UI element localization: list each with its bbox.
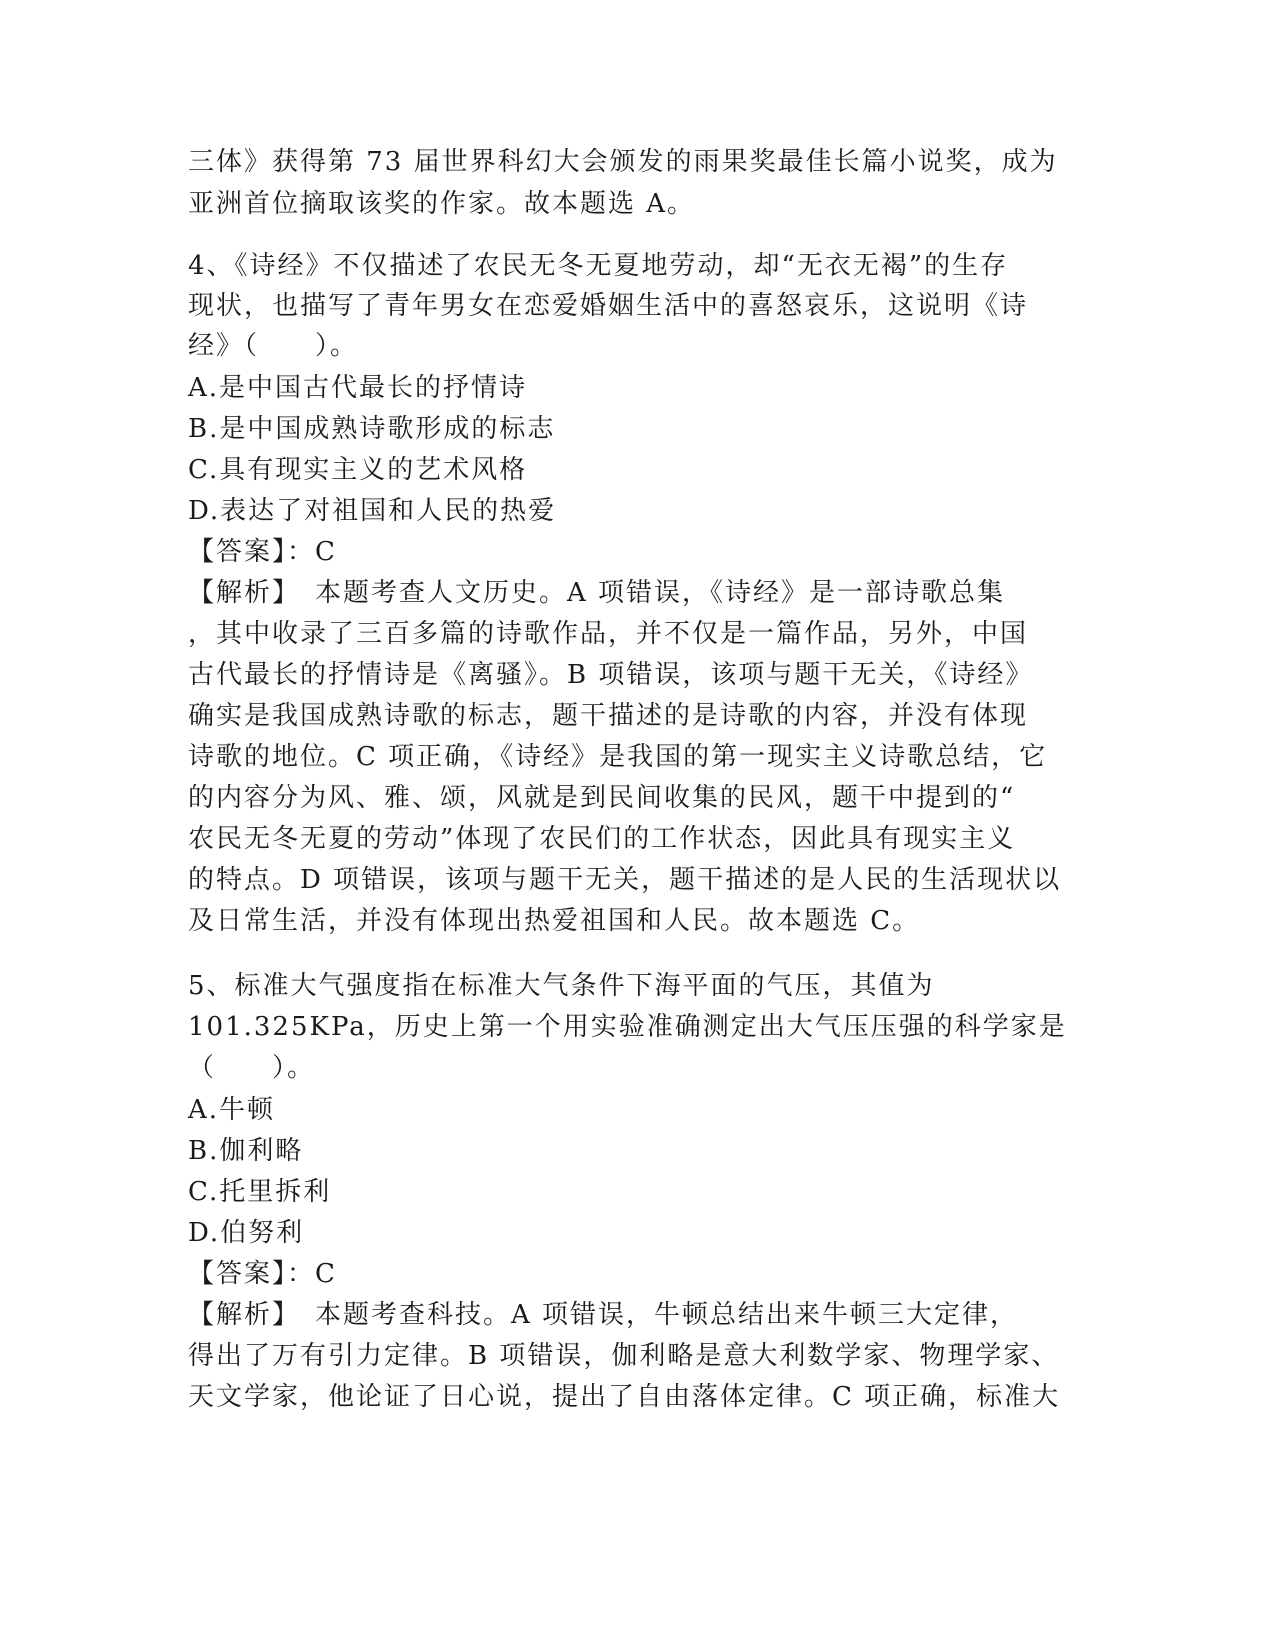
q4-explanation-line: 的特点。D 项错误，该项与题干无关，题干描述的是人民的生活现状以: [188, 865, 1062, 895]
q5-explanation-line: 【解析】 本题考查科技。A 项错误，牛顿总结出来牛顿三大定律，: [188, 1300, 1019, 1330]
q5-option-d: D.伯努利: [188, 1218, 305, 1248]
prev-explanation-line: 亚洲首位摘取该奖的作家。故本题选 A。: [188, 189, 696, 219]
q4-explanation-line: 诗歌的地位。C 项正确，《诗经》是我国的第一现实主义诗歌总结，它: [188, 742, 1048, 772]
q4-option-c: C.具有现实主义的艺术风格: [188, 455, 528, 485]
q4-option-b: B.是中国成熟诗歌形成的标志: [188, 414, 556, 444]
q4-stem-line: 4、《诗经》不仅描述了农民无冬无夏地劳动，却“无衣无褐”的生存: [188, 251, 1009, 281]
q4-explanation-line: 【解析】 本题考查人文历史。A 项错误，《诗经》是一部诗歌总集: [188, 578, 1006, 608]
q5-stem-line: 5、标准大气强度指在标准大气条件下海平面的气压，其值为: [188, 971, 935, 1001]
q4-option-d: D.表达了对祖国和人民的热爱: [188, 496, 557, 526]
q4-option-a: A.是中国古代最长的抒情诗: [188, 373, 528, 403]
q4-explanation-line: 及日常生活，并没有体现出热爱祖国和人民。故本题选 C。: [188, 906, 921, 936]
q4-explanation-line: 农民无冬无夏的劳动”体现了农民们的工作状态，因此具有现实主义: [188, 824, 1016, 854]
q5-explanation-line: 天文学家，他论证了日心说，提出了自由落体定律。C 项正确，标准大: [188, 1382, 1061, 1412]
prev-explanation-line: 三体》获得第 73 届世界科幻大会颁发的雨果奖最佳长篇小说奖，成为: [188, 147, 1058, 177]
q4-stem-line: 现状，也描写了青年男女在恋爱婚姻生活中的喜怒哀乐，这说明《诗: [188, 291, 1029, 321]
q4-explanation-line: 确实是我国成熟诗歌的标志，题干描述的是诗歌的内容，并没有体现: [188, 701, 1029, 731]
q5-option-c: C.托里拆利: [188, 1177, 332, 1207]
q4-stem-line: 经》（ ）。: [188, 331, 359, 361]
q5-explanation-line: 得出了万有引力定律。B 项错误，伽利略是意大利数学家、物理学家、: [188, 1341, 1060, 1371]
q4-explanation-line: 的内容分为风、雅、颂，风就是到民间收集的民风，题干中提到的“: [188, 783, 1016, 813]
q5-option-a: A.牛顿: [188, 1095, 276, 1125]
q5-option-b: B.伽利略: [188, 1136, 304, 1166]
q4-explanation-line: ，其中收录了三百多篇的诗歌作品，并不仅是一篇作品，另外，中国: [188, 619, 1029, 649]
q5-stem-line: （ ）。: [188, 1053, 316, 1083]
q4-answer: 【答案】：C: [188, 537, 337, 567]
q5-answer: 【答案】：C: [188, 1259, 337, 1289]
q4-explanation-line: 古代最长的抒情诗是《离骚》。B 项错误，该项与题干无关，《诗经》: [188, 660, 1034, 690]
q5-stem-line: 101.325KPa，历史上第一个用实验准确测定出大气压压强的科学家是: [188, 1012, 1067, 1042]
